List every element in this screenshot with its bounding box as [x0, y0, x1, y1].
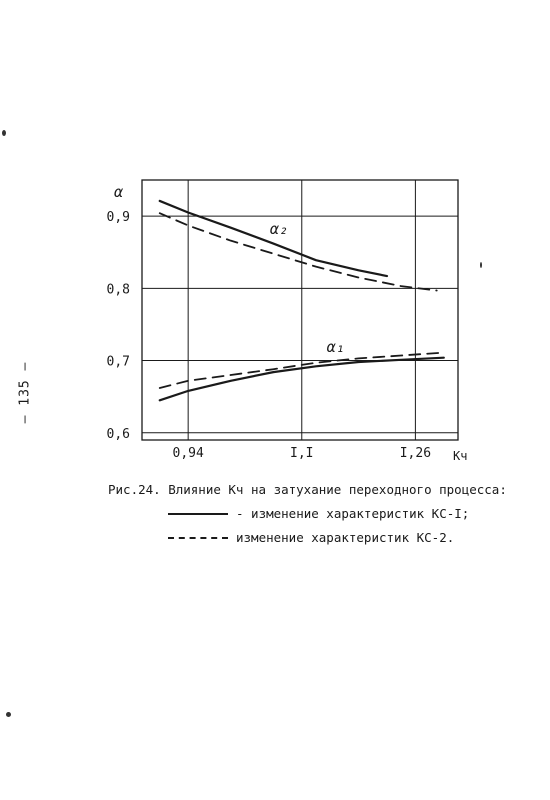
- curve-label: α₁: [326, 337, 345, 356]
- legend-solid-text: - изменение характеристик КС-I;: [236, 506, 470, 521]
- x-tick-label: I,I: [290, 446, 314, 461]
- plot-frame: [142, 180, 458, 440]
- x-axis-label: Kч: [453, 449, 468, 463]
- legend-solid-line: [168, 513, 228, 515]
- x-tick-label: 0,94: [172, 446, 204, 461]
- page-number: – 135 –: [17, 361, 33, 424]
- series-line-α2-solid: [160, 201, 387, 276]
- legend-dashed-text: изменение характеристик КС-2.: [236, 530, 455, 545]
- scan-speck: [480, 262, 482, 268]
- chart-grid: [142, 180, 458, 440]
- y-tick-label: 0,8: [106, 282, 130, 298]
- series-line-α2-dashed: [160, 213, 437, 290]
- y-tick-label: 0,7: [106, 354, 130, 370]
- scan-speck: [2, 130, 6, 136]
- figure-caption: Рис.24. Влияние Kч на затухание переходного процесса:: [108, 482, 507, 497]
- scan-speck: [6, 712, 11, 717]
- y-tick-label: 0,9: [106, 210, 130, 226]
- curve-label: α₂: [269, 220, 288, 239]
- legend-dashed-line: [168, 537, 228, 539]
- chart-ticks: [107, 210, 432, 461]
- y-axis-label: α: [114, 183, 124, 201]
- legend-item-solid: [168, 506, 469, 521]
- y-tick-label: 0,6: [106, 426, 130, 442]
- legend-item-dashed: [168, 530, 454, 545]
- x-tick-label: I,26: [399, 446, 432, 461]
